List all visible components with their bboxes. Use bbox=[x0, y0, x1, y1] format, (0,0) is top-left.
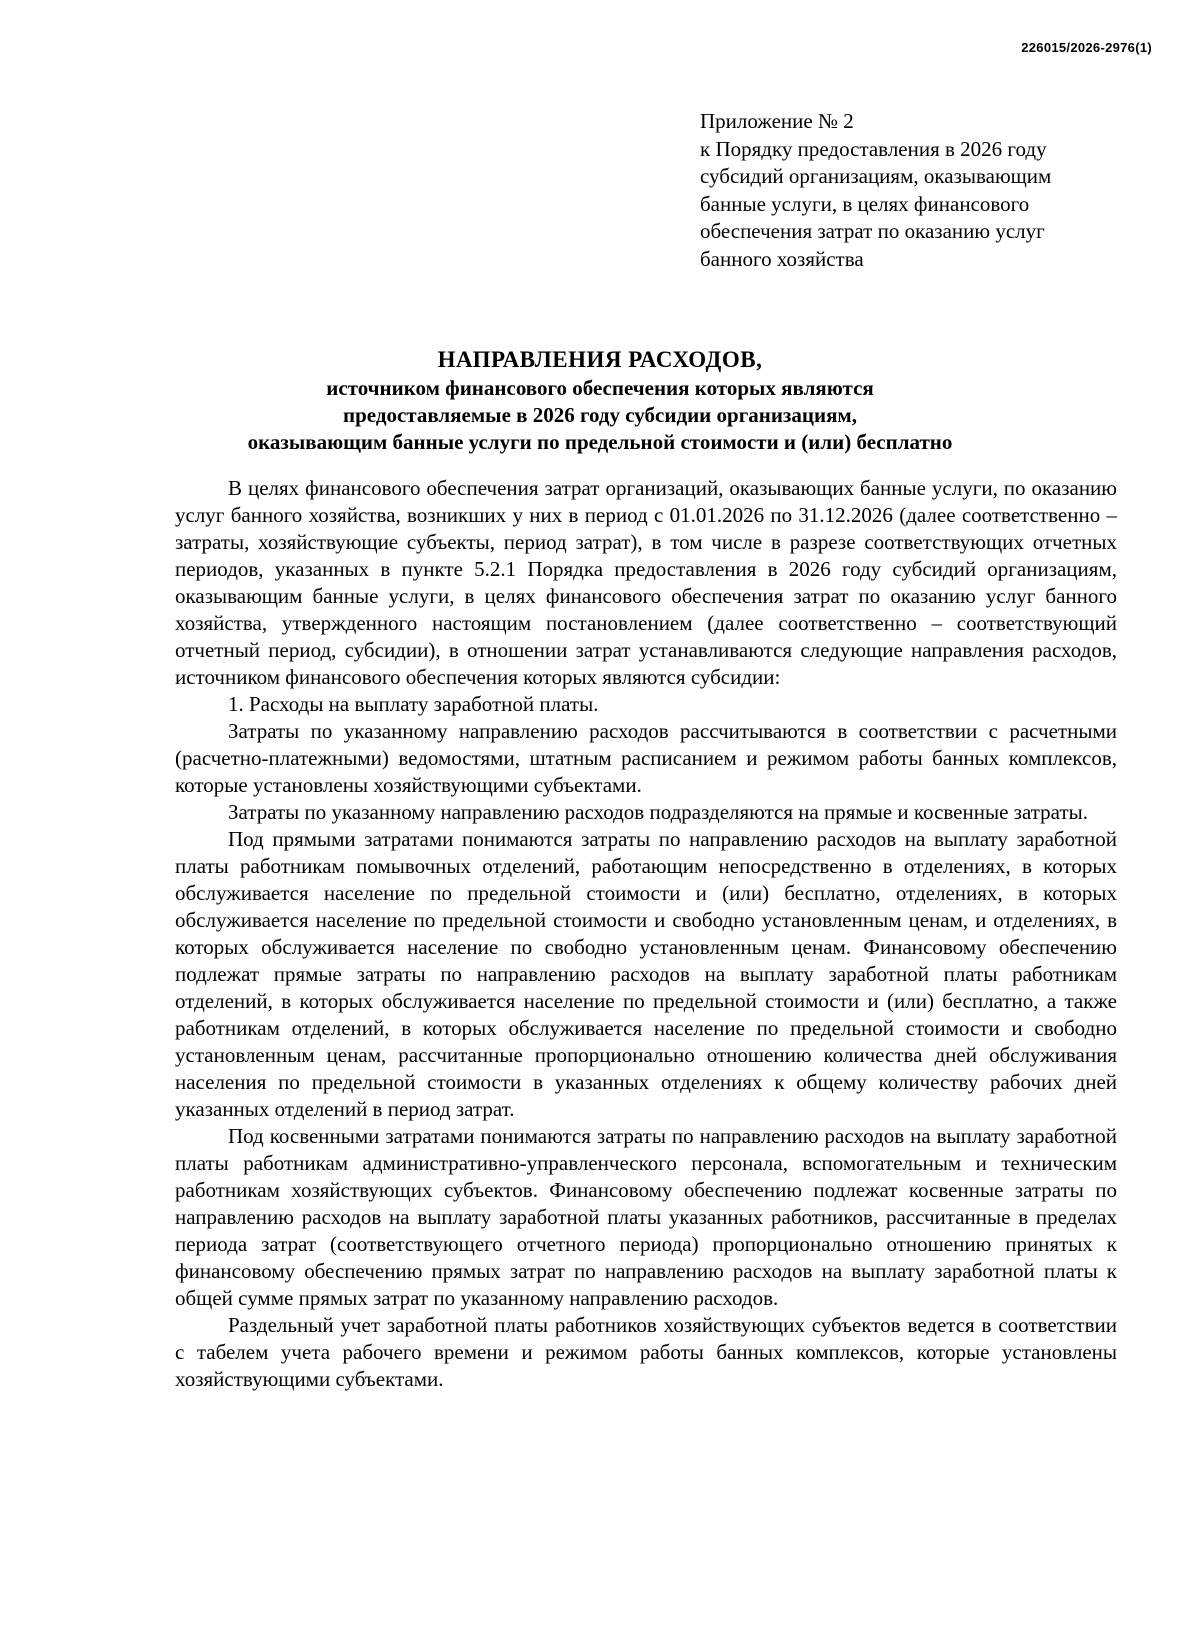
paragraph-direct-costs: Под прямыми затратами понимаются затраты по направлению расходов на выплату заработной платы работникам помывочных отделений, работающим непосредственно в отделениях, в которых обслуживается население по предельной стоимости и (или) бесплатно, отделениях, в которых обслуживается население по предельной стоимости и свободно установленным ценам, и отделениях, в которых обслуживается население по свободно установленным ценам. Финансовому обеспечению подлежат прямые затраты по направлению расходов на выплату заработной платы работникам отделений, в которых обслуживается население по предельной стоимости и (или) бесплатно, а также работникам отделений, в которых обслуживается население по предельной стоимости и свободно установленным ценам, рассчитанные пропорционально отношению количества дней обслуживания населения по предельной стоимости в указанных отделениях к общему количеству рабочих дней указанных отделений в период затрат. bbox=[175, 827, 1117, 1121]
appendix-line: к Порядку предоставления в 2026 году bbox=[700, 136, 1047, 161]
appendix-line: банные услуги, в целях финансового bbox=[700, 191, 1030, 216]
document-number: 226015/2026-2976(1) bbox=[1021, 40, 1152, 55]
title-line: источником финансового обеспечения которых являются bbox=[326, 376, 874, 400]
appendix-line: субсидий организациям, оказывающим bbox=[700, 164, 1052, 189]
document-body bbox=[175, 475, 1117, 1393]
appendix-line: банного хозяйства bbox=[700, 246, 864, 271]
appendix-line: Приложение № 2 bbox=[700, 109, 854, 133]
paragraph-separate-accounting: Раздельный учет заработной платы работников хозяйствующих субъектов ведется в соответствии с табелем учета рабочего времени и режимом работы банных комплексов, которые установлены хозяйствующими субъектами. bbox=[175, 1313, 1117, 1391]
paragraph: Затраты по указанному направлению расходов рассчитываются в соответствии с расчетными (расчетно-платежными) ведомостями, штатным расписанием и режимом работы банных комплексов, которые установлены хозяйствующими субъектами. bbox=[175, 719, 1117, 797]
title-line: оказывающим банные услуги по предельной стоимости и (или) бесплатно bbox=[247, 430, 953, 454]
paragraph: Затраты по указанному направлению расходов подразделяются на прямые и косвенные затраты. bbox=[228, 800, 1088, 824]
paragraph-intro: В целях финансового обеспечения затрат организаций, оказывающих банные услуги, по оказанию услуг банного хозяйства, возникших у них в период с 01.01.2026 по 31.12.2026 (далее соответственно – затраты, хозяйствующие субъекты, период затрат), в том числе в разрезе соответствующих отчетных периодов, указанных в пункте 5.2.1 Порядка предоставления в 2026 году субсидий организациям, оказывающим банные услуги, в целях финансового обеспечения затрат по оказанию услуг банного хозяйства, утвержденного настоящим постановлением (далее соответственно – соответствующий отчетный период, субсидии), в отношении затрат устанавливаются следующие направления расходов, источником финансового обеспечения которых являются субсидии: bbox=[175, 476, 1117, 689]
appendix-block bbox=[700, 108, 1120, 274]
paragraph-indirect-costs: Под косвенными затратами понимаются затраты по направлению расходов на выплату заработной платы работникам административно-управленческого персонала, вспомогательным и техническим работникам хозяйствующих субъектов. Финансовому обеспечению подлежат косвенные затраты по направлению расходов на выплату заработной платы указанных работников, рассчитанные в пределах периода затрат (соответствующего отчетного периода) пропорционально отношению принятых к финансовому обеспечению прямых затрат по направлению расходов на выплату заработной платы к общей сумме прямых затрат по указанному направлению расходов. bbox=[175, 1124, 1117, 1310]
document-title bbox=[0, 345, 1200, 456]
title-line: предоставляемые в 2026 году субсидии организациям, bbox=[343, 403, 857, 427]
appendix-line: обеспечения затрат по оказанию услуг bbox=[700, 219, 1045, 244]
paragraph-item-1: 1. Расходы на выплату заработной платы. bbox=[228, 692, 599, 716]
title-main: НАПРАВЛЕНИЯ РАСХОДОВ, bbox=[437, 347, 763, 372]
